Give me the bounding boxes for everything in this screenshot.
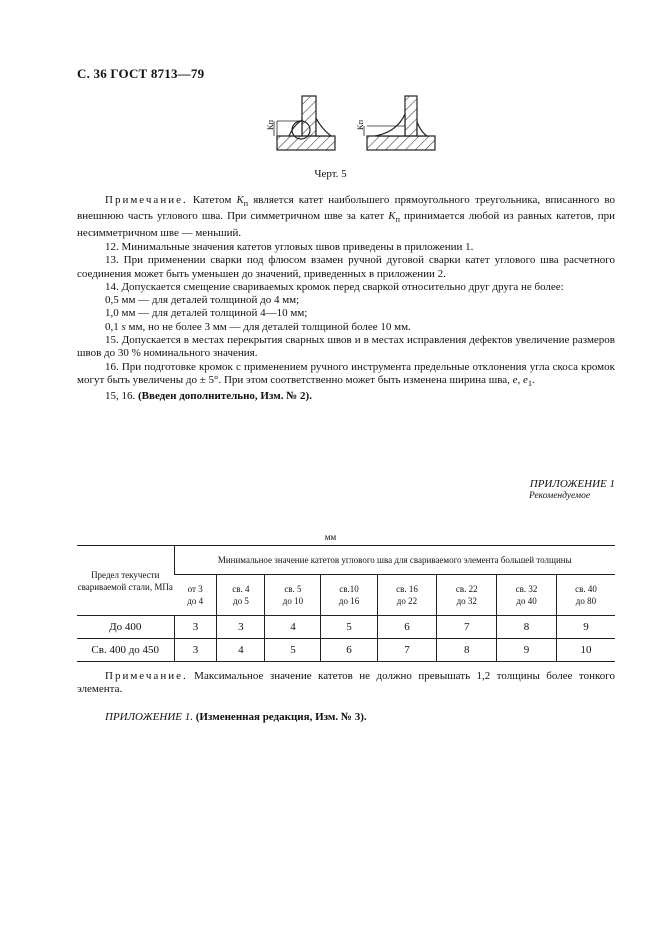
table-cell: 9 <box>556 616 615 639</box>
leg-label-right: Kп <box>356 119 365 130</box>
appendix-subtitle: Рекомендуемое <box>529 491 591 501</box>
row-label: Св. 400 до 450 <box>77 639 174 662</box>
paragraph-14-item-c: 0,1 s мм, но не более 3 мм — для деталей толщиной более 10 мм. <box>105 320 411 333</box>
table-row <box>77 616 615 639</box>
sub-header-cell <box>497 575 557 616</box>
table-cell: 3 <box>174 639 217 662</box>
weld-leg-table <box>77 545 615 662</box>
note-1-label: Примечание. <box>105 194 188 206</box>
table-cell: 8 <box>437 639 497 662</box>
table-cell: 5 <box>321 616 377 639</box>
table-cell: 7 <box>377 639 437 662</box>
sub-header-to: до 22 <box>396 596 418 606</box>
page-header: С. 36 ГОСТ 8713—79 <box>77 66 205 81</box>
paragraph-14-item-b: 1,0 мм — для деталей толщиной 4—10 мм; <box>105 307 308 320</box>
table-cell: 3 <box>174 616 217 639</box>
weld-bead-left <box>316 118 331 136</box>
col-header-main: Минимальное значение катетов углового шва для свариваемого элемента большей толщины <box>174 546 615 575</box>
base-plate-right <box>367 136 435 150</box>
sub-header-to: до 10 <box>282 596 304 606</box>
symmetric-weld-drawing <box>266 96 335 150</box>
table-row <box>77 639 615 662</box>
sub-header-from: св. 22 <box>455 584 478 594</box>
table-unit: мм <box>324 532 337 542</box>
paragraph-15-16-amendment: 15, 16. (Введен дополнительно, Изм. № 2). <box>105 390 312 403</box>
table-cell: 10 <box>556 639 615 662</box>
sub-header-cell <box>556 575 615 616</box>
leg-label-left: Kп <box>266 119 275 130</box>
sub-header-to: до 16 <box>338 596 360 606</box>
table-cell: 9 <box>497 639 557 662</box>
sub-header-cell <box>377 575 437 616</box>
sub-header-from: св. 32 <box>515 584 538 594</box>
sub-header-from: св. 40 <box>575 584 597 594</box>
paragraph-13: 13. При применении сварки под флюсом взамен ручной дуговой сварки катет углового шва расчетного соединения может быть уменьшен до значений, приведенных в приложении 2. <box>77 254 615 280</box>
sub-header-to: до 32 <box>456 596 477 606</box>
sub-header-from: св.10 <box>339 584 359 594</box>
paragraph-12: 12. Минимальные значения катетов угловых швов приведены в приложении 1. <box>105 241 474 253</box>
table-cell: 7 <box>437 616 497 639</box>
sub-header-to: до 40 <box>516 596 537 606</box>
sub-header-to: до 80 <box>575 596 597 606</box>
weld-drawing-figure <box>255 92 440 162</box>
paragraph-15: 15. Допускается в местах перекрытия сварных швов и в местах исправления дефектов увеличение размеров швов до 30 % номинального значения. <box>77 334 615 360</box>
weld-bead-right <box>375 114 405 136</box>
table-body <box>77 616 615 662</box>
sub-header-cell <box>265 575 321 616</box>
appendix-title: ПРИЛОЖЕНИЕ 1 <box>529 478 615 490</box>
vertical-plate-left <box>302 96 316 136</box>
vertical-plate-right <box>405 96 417 136</box>
table-cell: 8 <box>497 616 557 639</box>
sub-header-cell <box>217 575 265 616</box>
sub-header-to: до 4 <box>187 596 204 606</box>
main-paragraphs <box>77 241 615 404</box>
sub-header-to: до 5 <box>232 596 249 606</box>
paragraph-16: 16. При подготовке кромок с применением ручного инструмента предельные отклонения угла скоса кромок могут быть увеличены до ± 5°. При этом соответственно может быть изменена ширина шва, e, $e_1$. <box>77 360 615 389</box>
sub-header-cell <box>437 575 497 616</box>
sub-header-from: св. 4 <box>232 584 250 594</box>
row-label: До 400 <box>77 616 174 639</box>
appendix-reference: ПРИЛОЖЕНИЕ 1. (Измененная редакция, Изм. № 3). <box>105 711 367 723</box>
note-2: Примечание. Максимальное значение катетов не должно превышать 1,2 толщины более тонкого элемента. <box>77 670 615 696</box>
table-cell: 4 <box>265 616 321 639</box>
sub-header-cell <box>321 575 377 616</box>
asymmetric-weld-drawing <box>356 96 435 150</box>
note-1: Примечание. Катетом $K_п$ является катет наибольшего прямоугольного треугольника, вписанного во внешнюю часть углового шва. При симметричном шве за катет $K_п$ принимается любой из равных катетов, при несимметричном шве — меньший. <box>77 194 616 239</box>
table-cell: 6 <box>321 639 377 662</box>
paragraph-14: 14. Допускается смещение свариваемых кромок перед сваркой относительно друг друга не более: <box>105 280 564 293</box>
col-header-yield: Предел текучести свариваемой стали, МПа <box>77 546 174 616</box>
table-cell: 6 <box>377 616 437 639</box>
sub-header-from: св. 16 <box>396 584 418 594</box>
sub-header-from: от 3 <box>187 584 203 594</box>
figure-caption: Черт. 5 <box>314 168 347 180</box>
sub-header-from: св. 5 <box>284 584 302 594</box>
table-cell: 5 <box>265 639 321 662</box>
table-cell: 3 <box>217 616 265 639</box>
note-2-label: Примечание. <box>105 670 188 682</box>
sub-header-cell <box>174 575 217 616</box>
table-cell: 4 <box>217 639 265 662</box>
paragraph-14-item-a: 0,5 мм — для деталей толщиной до 4 мм; <box>105 294 300 307</box>
